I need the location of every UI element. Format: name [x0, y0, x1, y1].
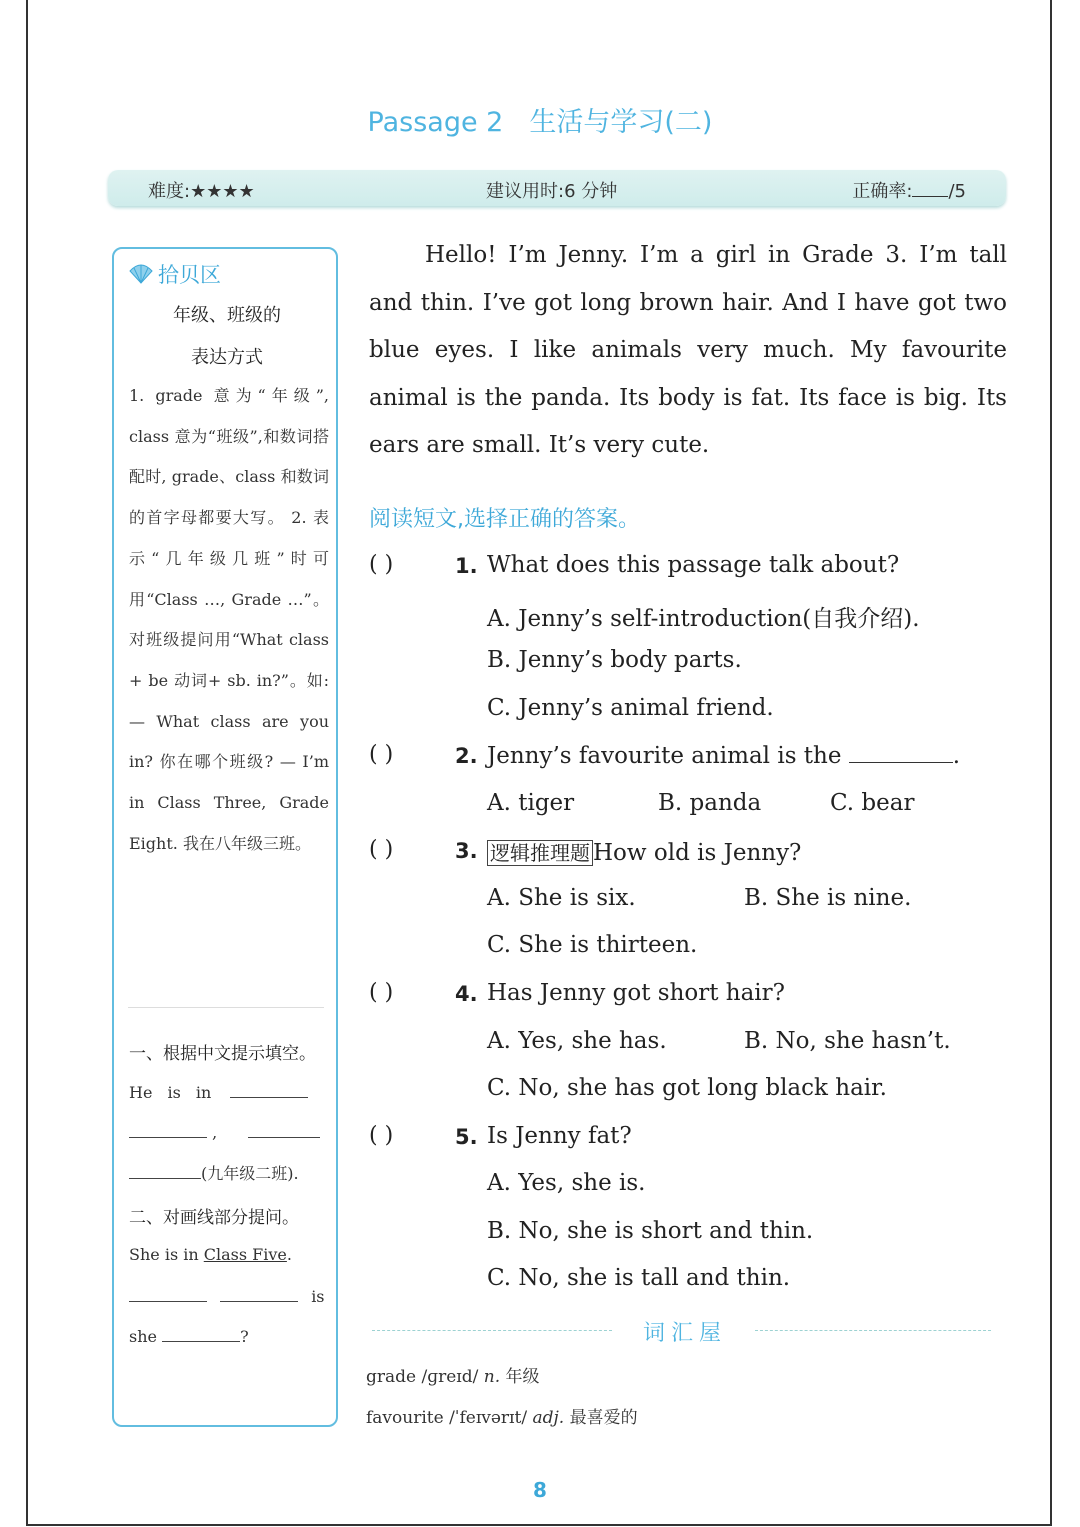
option-a[interactable]: A. tiger [487, 790, 575, 816]
title-chinese: 生活与学习(二) [529, 107, 713, 138]
question-number: 3. [455, 839, 478, 863]
reading-passage: Hello! I’m Jenny. I’m a girl in Grade 3. I’m tall and thin. I’ve got long brown hair. And I have got two blue eyes. I like animals very much. My favourite animal is the panda. Its body is fat. Its face is big. Its ears are small. It’s very cute. [369, 242, 1007, 458]
sidebar-subtitle-2: 表达方式 [191, 347, 263, 368]
option-b[interactable]: B. Jenny’s body parts. [487, 647, 742, 673]
exercise1-line2: , [129, 1121, 329, 1142]
answer-paren[interactable]: ( ) [369, 1123, 394, 1148]
question-text: What does this passage talk about? [487, 552, 900, 578]
shell-icon [128, 263, 154, 285]
sidebar-subtitle-1: 年级、班级的 [173, 305, 281, 326]
exercise2-title: 二、对画线部分提问。 [129, 1208, 299, 1228]
answer-paren[interactable]: ( ) [369, 837, 394, 862]
option-b[interactable]: B. She is nine. [744, 885, 912, 911]
question-text: 逻辑推理题 How old is Jenny? [487, 837, 801, 866]
question-text: Has Jenny got short hair? [487, 980, 785, 1006]
sidebar-heading: 拾贝区 [128, 259, 221, 289]
option-a[interactable]: A. Yes, she has. [487, 1028, 667, 1054]
exercise2-line1: is [129, 1285, 329, 1306]
suggested-time-label: 建议用时:6 分钟 [486, 181, 618, 202]
option-a[interactable]: A. Yes, she is. [487, 1170, 646, 1196]
difficulty-label: 难度:★★★★ [148, 181, 255, 202]
option-c[interactable]: C. She is thirteen. [487, 932, 698, 958]
answer-blank[interactable] [129, 1121, 207, 1138]
option-a[interactable]: A. Jenny’s self-introduction(自我介绍). [487, 606, 920, 632]
option-b[interactable]: B. panda [658, 790, 762, 816]
question-text: Jenny’s favourite animal is the . [487, 743, 961, 769]
question-number: 1. [455, 554, 478, 578]
info-bar [108, 170, 1006, 206]
vocab-item: grade /ɡreɪd/ n. 年级 [366, 1367, 540, 1387]
option-c[interactable]: C. bear [830, 790, 915, 816]
answer-blank[interactable] [849, 742, 953, 763]
instruction-text: 阅读短文,选择正确的答案。 [369, 507, 640, 532]
answer-blank[interactable] [230, 1081, 308, 1098]
title-english: Passage 2 [367, 107, 504, 138]
option-a[interactable]: A. She is six. [487, 885, 636, 911]
answer-blank[interactable] [220, 1285, 298, 1302]
question-text: Is Jenny fat? [487, 1123, 632, 1149]
exercise1-title: 一、根据中文提示填空。 [129, 1044, 316, 1064]
exercise2-line2: she ? [129, 1327, 249, 1346]
exercise1-line1: He is in [129, 1081, 329, 1102]
vocab-title: 词汇屋 [642, 1321, 727, 1346]
question-number: 2. [455, 744, 478, 768]
answer-paren[interactable]: ( ) [369, 742, 394, 767]
vocab-divider-left [372, 1330, 612, 1331]
question-number: 5. [455, 1125, 478, 1149]
option-c[interactable]: C. Jenny’s animal friend. [487, 695, 774, 721]
option-b[interactable]: B. No, she is short and thin. [487, 1218, 814, 1244]
vocab-divider-right [755, 1330, 991, 1331]
page-title [0, 100, 1080, 139]
answer-blank[interactable] [162, 1325, 240, 1342]
answer-blank[interactable] [248, 1121, 320, 1138]
exercise1-line3: (九年级二班). [129, 1161, 329, 1184]
vocab-item: favourite /ˈfeɪvərɪt/ adj. 最喜爱的 [366, 1408, 638, 1428]
exercise2-sentence: She is in Class Five. [129, 1245, 292, 1264]
answer-paren[interactable]: ( ) [369, 980, 394, 1005]
sidebar-divider [128, 1007, 324, 1008]
option-b[interactable]: B. No, she hasn’t. [744, 1028, 951, 1054]
question-tag: 逻辑推理题 [487, 840, 593, 866]
accuracy-label: 正确率: /5 [852, 181, 966, 202]
question-number: 4. [455, 982, 478, 1006]
answer-paren[interactable]: ( ) [369, 552, 394, 577]
underlined-phrase: Class Five [203, 1245, 287, 1264]
page-number: 8 [533, 1478, 547, 1502]
answer-blank[interactable] [129, 1285, 207, 1302]
sidebar-tips-box [112, 247, 338, 1427]
option-c[interactable]: C. No, she has got long black hair. [487, 1075, 887, 1101]
answer-blank[interactable] [129, 1162, 201, 1179]
option-c[interactable]: C. No, she is tall and thin. [487, 1265, 791, 1291]
sidebar-note: 1. grade 意为“年级”, class 意为“班级”,和数词搭配时, grade、class 和数词的首字母都要大写。 2. 表示“几年级几班”时可用“Class …, Grade …”。对班级提问用“What class + be 动词+ sb. in?”。如: — What class are you in? 你在哪个班级? — I’m in Class Three, Grade Eight. 我在八年级三班。 [129, 386, 329, 853]
